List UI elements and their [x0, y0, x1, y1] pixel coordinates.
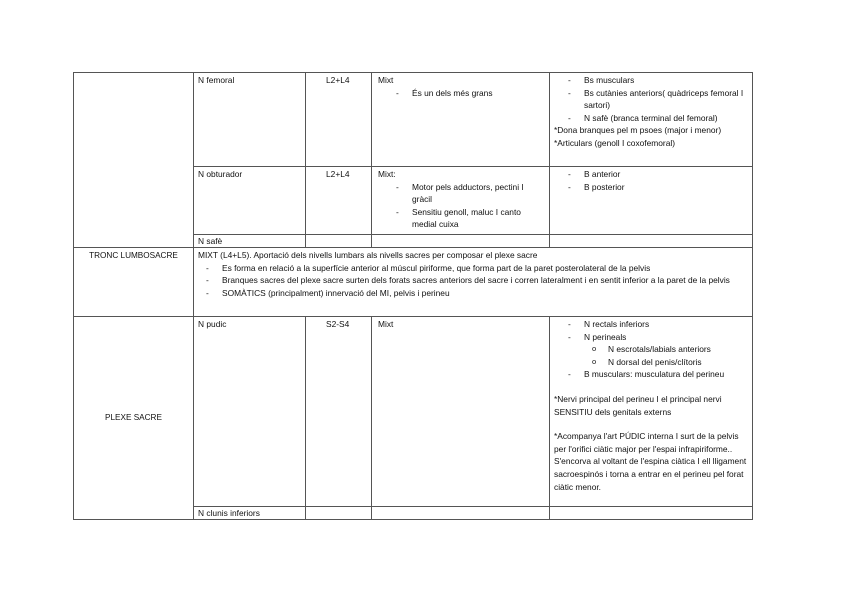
- group-label: TRONC LUMBOSACRE: [74, 248, 194, 317]
- tronc-intro: MIXT (L4+L5). Aportació dels nivells lumbars als nivells sacres per composar el plexe sacre: [198, 250, 538, 260]
- nerve-branches: [550, 167, 753, 235]
- list-item: - B musculars: musculatura del perineu: [554, 368, 748, 381]
- table-row: [74, 317, 753, 507]
- note: *Nervi principal del perineu I el principal nervi SENSITIU dels genitals externs: [554, 393, 722, 417]
- group-label: PLEXE SACRE: [74, 317, 194, 520]
- list-item: - N safè (branca terminal del femoral): [554, 112, 748, 125]
- nerve-type: [372, 317, 550, 507]
- table-row: [74, 248, 753, 317]
- list-item: - Branques sacres del plexe sacre surten dels forats sacres anteriors del sacre i corren lateralment i en sentit inferior a la paret de la pelvis: [202, 274, 748, 287]
- nerve-roots: L2+L4: [306, 167, 372, 235]
- nerve-type-label: Mixt: [378, 75, 394, 85]
- nerve-name: N femoral: [194, 73, 306, 167]
- list-item: - Bs cutànies anteriors( quàdriceps femoral I sartori): [554, 87, 748, 112]
- note: *Dona branques pel m psoes (major i menor): [554, 125, 722, 136]
- nerve-type: [372, 73, 550, 167]
- tronc-description: [194, 248, 753, 317]
- list-item: - SOMÀTICS (principalment) innervació del MI, pelvis i perineu: [202, 287, 748, 300]
- nerve-roots: S2-S4: [306, 317, 372, 507]
- nerve-type-label: Mixt: [378, 319, 394, 329]
- nerve-name: N obturador: [194, 167, 306, 235]
- list-item: - Motor pels adductors, pectini I gràcil: [376, 181, 545, 206]
- list-item: - N perineals: [554, 331, 748, 344]
- nerve-name: N clunis inferiors: [194, 507, 306, 520]
- nerve-name: N pudic: [194, 317, 306, 507]
- table-row: [74, 73, 753, 167]
- list-item: - B anterior: [554, 168, 748, 181]
- list-item: - N rectals inferiors: [554, 318, 748, 331]
- list-item: - Sensitiu genoll, maluc I canto medial cuixa: [376, 206, 545, 231]
- nerve-name: N safè: [194, 235, 306, 248]
- list-item: - B posterior: [554, 181, 748, 194]
- nerve-table: [73, 72, 753, 520]
- list-item: o N dorsal del penis/clítoris: [554, 356, 748, 369]
- list-item: - Es forma en relació a la superfície anterior al múscul piriforme, que forma part de la paret posterolateral de la pelvis: [202, 262, 748, 275]
- nerve-type-label: Mixt:: [378, 169, 396, 179]
- note: *Acompanya l'art PÚDIC interna I surt de la pelvis per l'orifici ciàtic major per l'espai infrapiriforme.. S'encorva al voltant de l'espina ciàtica I ell lligament sacroespinós i torna a entrar en el perineu pel forat ciàtic menor.: [554, 431, 747, 492]
- list-item: - Bs musculars: [554, 74, 748, 87]
- group-cell: [74, 73, 194, 248]
- nerve-branches: [550, 73, 753, 167]
- nerve-branches: [550, 317, 753, 507]
- note: *Articulars (genoll I coxofemoral): [554, 137, 676, 148]
- nerve-roots: L2+L4: [306, 73, 372, 167]
- list-item: o N escrotals/labials anteriors: [554, 343, 748, 356]
- nerve-type: [372, 167, 550, 235]
- list-item: - És un dels més grans: [376, 87, 545, 100]
